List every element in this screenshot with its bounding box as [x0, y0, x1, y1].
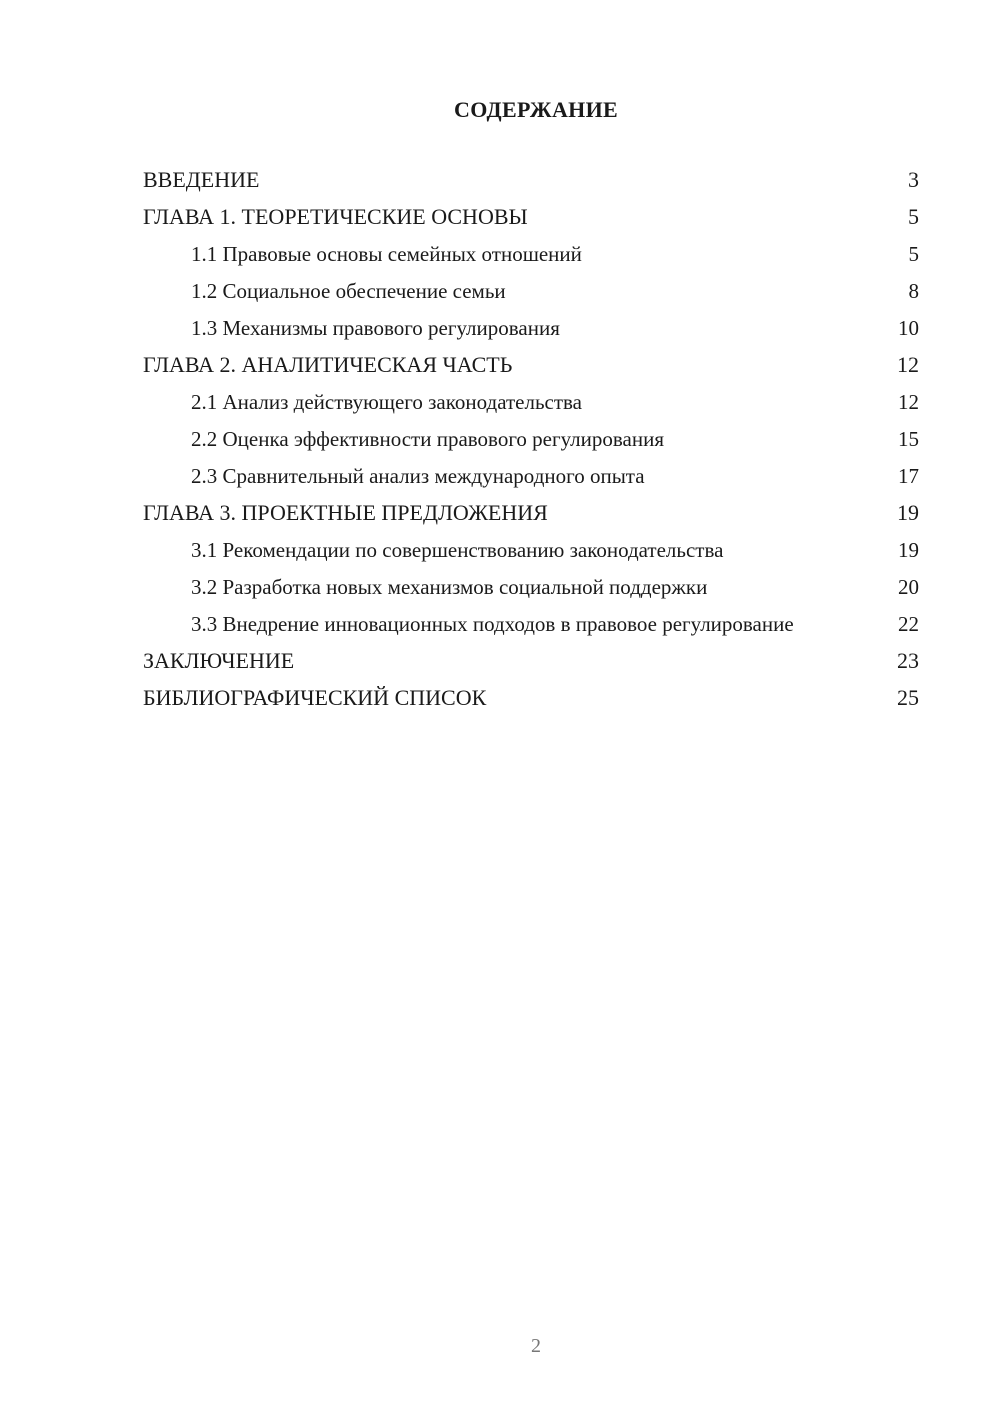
toc-entry-page: 12 — [898, 390, 919, 414]
toc-entry-page: 23 — [897, 648, 919, 673]
toc-entry-page: 5 — [908, 204, 919, 229]
table-of-contents — [143, 167, 919, 722]
toc-entry-page: 3 — [908, 167, 919, 192]
toc-entry-section-3-3[interactable] — [143, 611, 919, 637]
toc-entry-section-3-1[interactable] — [143, 537, 919, 563]
toc-entry-introduction[interactable] — [143, 167, 919, 193]
toc-entry-page: 19 — [898, 538, 919, 562]
toc-entry-label: 3.2 Разработка новых механизмов социальной поддержки — [191, 575, 708, 599]
toc-entry-label: 1.3 Механизмы правового регулирования — [191, 316, 560, 340]
toc-entry-page: 5 — [908, 242, 919, 266]
toc-entry-chapter-3[interactable] — [143, 500, 919, 526]
toc-entry-page: 10 — [898, 316, 919, 340]
toc-entry-page: 20 — [898, 575, 919, 599]
toc-entry-page: 15 — [898, 427, 919, 451]
toc-entry-section-1-3[interactable] — [143, 315, 919, 341]
toc-entry-section-2-3[interactable] — [143, 463, 919, 489]
toc-entry-section-1-2[interactable] — [143, 278, 919, 304]
toc-entry-label: ЗАКЛЮЧЕНИЕ — [143, 648, 295, 673]
toc-entry-chapter-1[interactable] — [143, 204, 919, 230]
toc-entry-page: 12 — [897, 352, 919, 377]
toc-entry-section-3-2[interactable] — [143, 574, 919, 600]
toc-entry-label: ВВЕДЕНИЕ — [143, 167, 260, 192]
page-number: 2 — [531, 1335, 541, 1357]
toc-entry-page: 19 — [897, 500, 919, 525]
toc-entry-label: ГЛАВА 3. ПРОЕКТНЫЕ ПРЕДЛОЖЕНИЯ — [143, 500, 548, 525]
toc-entry-page: 22 — [898, 612, 919, 636]
toc-entry-page: 8 — [908, 279, 919, 303]
toc-entry-conclusion[interactable] — [143, 648, 919, 674]
toc-entry-section-1-1[interactable] — [143, 241, 919, 267]
toc-entry-section-2-1[interactable] — [143, 389, 919, 415]
toc-entry-page: 17 — [898, 464, 919, 488]
toc-entry-label: 3.1 Рекомендации по совершенствованию законодательства — [191, 538, 724, 562]
toc-title: СОДЕРЖАНИЕ — [454, 97, 618, 122]
toc-entry-label: 2.2 Оценка эффективности правового регулирования — [191, 427, 664, 451]
toc-entry-label: ГЛАВА 2. АНАЛИТИЧЕСКАЯ ЧАСТЬ — [143, 352, 513, 377]
toc-entry-page: 25 — [897, 685, 919, 710]
toc-entry-label: 2.1 Анализ действующего законодательства — [191, 390, 582, 414]
toc-entry-chapter-2[interactable] — [143, 352, 919, 378]
toc-entry-section-2-2[interactable] — [143, 426, 919, 452]
toc-entry-label: 1.1 Правовые основы семейных отношений — [191, 242, 582, 266]
toc-entry-label: 1.2 Социальное обеспечение семьи — [191, 279, 506, 303]
toc-entry-label: ГЛАВА 1. ТЕОРЕТИЧЕСКИЕ ОСНОВЫ — [143, 204, 528, 229]
toc-entry-label: 3.3 Внедрение инновационных подходов в правовое регулирование — [191, 612, 794, 636]
toc-entry-bibliography[interactable] — [143, 685, 919, 711]
toc-entry-label: 2.3 Сравнительный анализ международного опыта — [191, 464, 645, 488]
toc-entry-label: БИБЛИОГРАФИЧЕСКИЙ СПИСОК — [143, 685, 487, 710]
